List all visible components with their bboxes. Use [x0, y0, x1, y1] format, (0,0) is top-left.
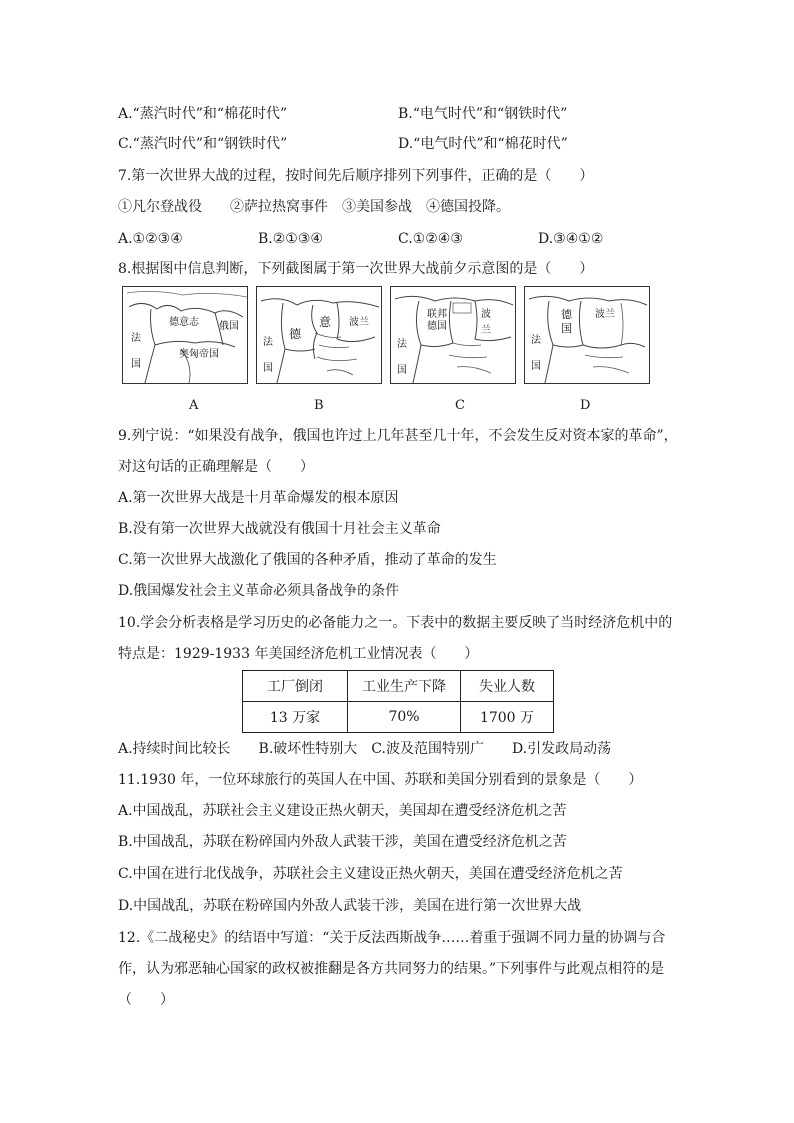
table-header: 工厂倒闭: [243, 671, 348, 702]
map-a: [122, 286, 248, 384]
q6-option-b: B.“电气时代”和“钢铁时代”: [398, 106, 568, 122]
q10-stem-line1: 10.学会分析表格是学习历史的必备能力之一。下表中的数据主要反映了当时经济危机中的: [118, 615, 673, 631]
table-cell: 13 万家: [243, 702, 348, 733]
map-c-label: 德: [427, 321, 437, 332]
map-c-label: 联: [427, 309, 437, 320]
map-d-borders: [525, 287, 650, 384]
table-header-row: [243, 671, 554, 702]
map-c-label: 兰: [481, 325, 491, 336]
q11-stem: 11.1930 年，一位环球旅行的英国人在中国、苏联和美国分别看到的景象是（ ）: [118, 772, 643, 788]
q6-option-c: C.“蒸汽时代”和“钢铁时代”: [118, 136, 288, 152]
q6-option-d: D.“电气时代”和“棉花时代”: [398, 136, 568, 152]
map-a-label: 俄国: [219, 321, 239, 332]
map-b-label: 意: [319, 315, 332, 329]
map-a-label: 奥匈帝国: [179, 349, 219, 360]
q11-option-d: D.中国战乱，苏联在粉碎国内外敌人武装干涉，美国在进行第一次世界大战: [118, 898, 582, 914]
q11-option-a: A.中国战乱，苏联社会主义建设正热火朝天，美国却在遭受经济危机之苦: [118, 803, 567, 819]
map-a-label: 国: [131, 359, 141, 370]
q7-events: ①凡尔登战役 ②萨拉热窝事件 ③美国参战 ④德国投降。: [118, 199, 510, 215]
map-d: [524, 286, 650, 384]
map-b-label: 德: [289, 327, 302, 341]
q7-stem: 7.第一次世界大战的过程，按时间先后顺序排列下列事件，正确的是（ ）: [118, 168, 594, 184]
map-d-label: 法: [531, 335, 541, 346]
q11-option-c: C.中国在进行北伐战争，苏联社会主义建设正热火朝天，美国在遭受经济危机之苦: [118, 866, 623, 882]
table-header: 失业人数: [461, 671, 554, 702]
q9-stem-line2: 对这句话的正确理解是（ ）: [118, 459, 314, 475]
map-a-borders: [123, 287, 248, 384]
map-b-borders: [257, 287, 382, 384]
q8-map-figures: [122, 286, 652, 386]
economic-crisis-table: [242, 670, 554, 733]
map-c-borders: [391, 287, 516, 384]
q6-option-a: A.“蒸汽时代”和“棉花时代”: [118, 106, 288, 122]
q12-stem-line2: 作，认为邪恶轴心国家的政权被推翻是各方共同努力的结果。”下列事件与此观点相符的是: [118, 961, 665, 977]
map-c-label: 国: [397, 365, 407, 376]
map-letter-b: B: [314, 398, 324, 413]
table-row: [243, 702, 554, 733]
map-d-label: 国: [531, 361, 541, 372]
q8-stem: 8.根据图中信息判断，下列截图属于第一次世界大战前夕示意图的是（ ）: [118, 261, 594, 277]
q9-option-b: B.没有第一次世界大战就没有俄国十月社会主义革命: [118, 521, 441, 537]
map-d-label: 波兰: [595, 309, 615, 320]
map-a-label: 法: [131, 333, 141, 344]
q7-option-d: D.③④①②: [538, 231, 604, 247]
map-d-label: 德: [561, 308, 572, 321]
q7-option-b: B.②①③④: [258, 231, 323, 247]
table-cell: 1700 万: [461, 702, 554, 733]
q9-option-c: C.第一次世界大战激化了俄国的各种矛盾，推动了革命的发生: [118, 552, 497, 568]
q9-option-d: D.俄国爆发社会主义革命必须具备战争的条件: [118, 583, 400, 599]
q7-option-c: C.①②④③: [398, 231, 463, 247]
q10-options: A.持续时间比较长 B.破坏性特别大 C.波及范围特别广 D.引发政局动荡: [118, 741, 612, 757]
map-b-label: 国: [263, 363, 273, 374]
map-a-label: 德意志: [169, 317, 199, 328]
q9-stem-line1: 9.列宁说：“如果没有战争，俄国也许过上几年甚至几十年，不会发生反对资本家的革命”，: [118, 428, 678, 444]
map-letter-d: D: [580, 398, 591, 413]
map-b-label: 波兰: [349, 317, 369, 328]
map-c: [390, 286, 516, 384]
q12-stem-line3: （ ）: [118, 992, 174, 1008]
map-letter-c: C: [455, 398, 465, 413]
q9-option-a: A.第一次世界大战是十月革命爆发的根本原因: [118, 490, 399, 506]
q11-option-b: B.中国战乱，苏联在粉碎国内外敌人武装干涉，美国在遭受经济危机之苦: [118, 834, 567, 850]
map-d-label: 国: [561, 322, 572, 335]
map-c-label: 波: [481, 309, 491, 320]
table-cell: 70%: [348, 702, 461, 733]
map-b-label: 法: [263, 337, 273, 348]
map-c-label: 邦: [437, 309, 447, 320]
map-c-label: 法: [397, 339, 407, 350]
map-b: [256, 286, 382, 384]
map-c-label: 国: [437, 321, 447, 332]
map-letter-a: A: [189, 398, 199, 413]
q7-option-a: A.①②③④: [118, 231, 183, 247]
q12-stem-line1: 12.《二战秘史》的结语中写道：“关于反法西斯战争……着重于强调不同力量的协调与合: [118, 930, 666, 946]
table-header: 工业生产下降: [348, 671, 461, 702]
q10-stem-line2: 特点是：1929-1933 年美国经济危机工业情况表（ ）: [118, 646, 479, 662]
